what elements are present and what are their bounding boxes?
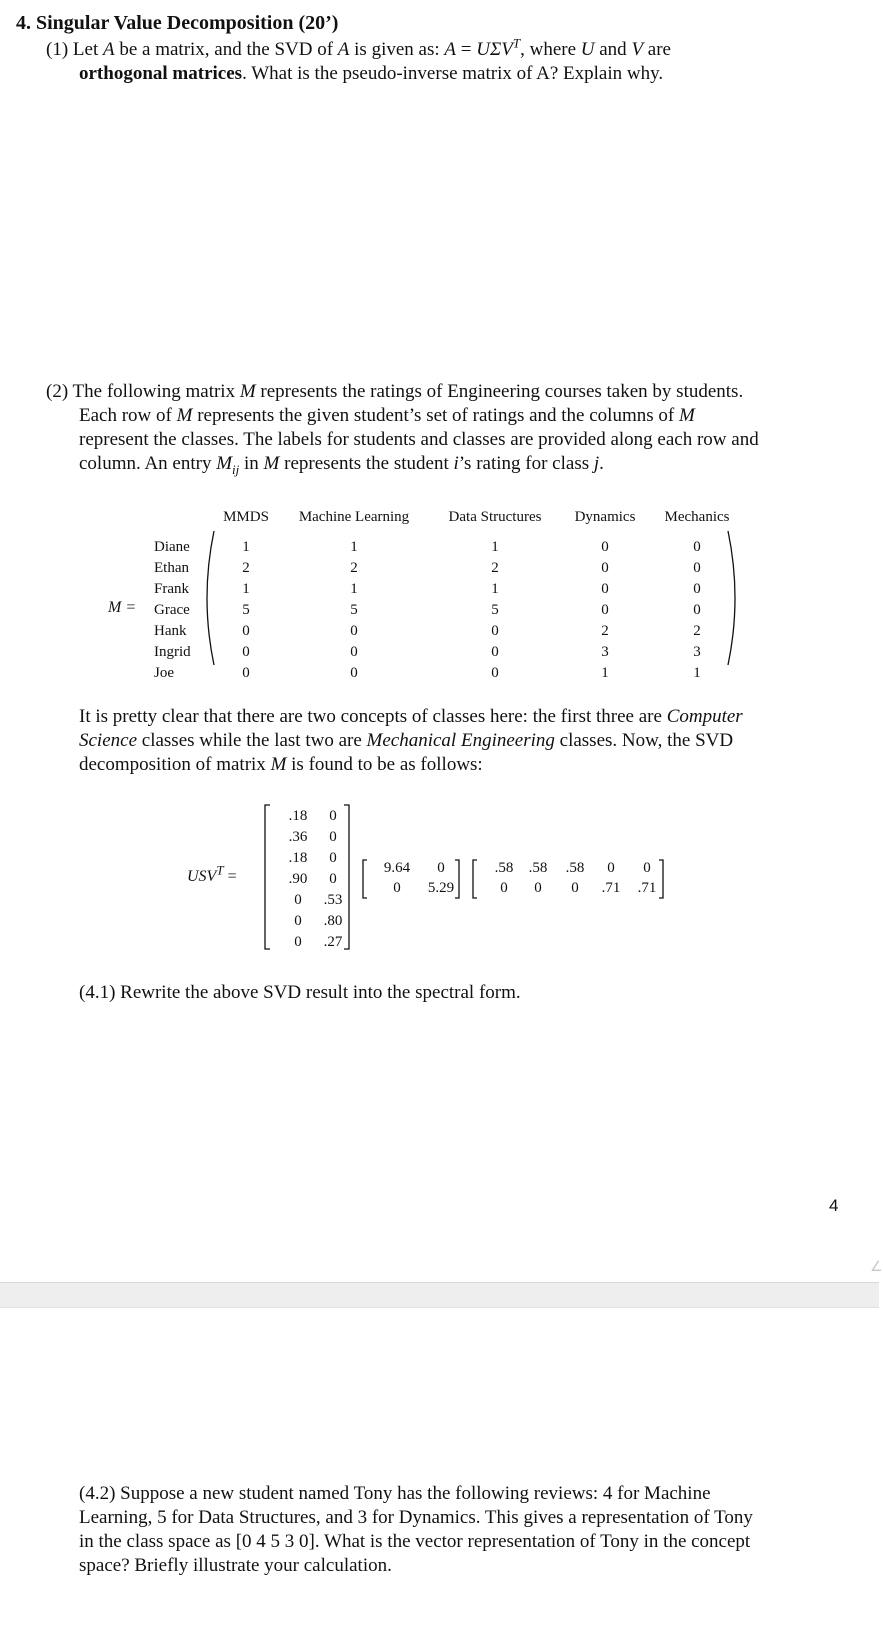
vt-entry: 0 [607, 860, 615, 876]
rating-cell: 0 [601, 581, 609, 597]
rating-cell: 5 [491, 602, 499, 618]
student-label: Grace [154, 602, 190, 618]
rating-cell: 1 [693, 665, 701, 681]
question-4-1: (4.1) Rewrite the above SVD result into the spectral form. [79, 982, 521, 1003]
rating-cell: 2 [350, 560, 358, 576]
class-header: Machine Learning [298, 509, 410, 525]
sigma-entry: 5.29 [427, 880, 455, 896]
vt-entry: 0 [643, 860, 651, 876]
concepts-paragraph: It is pretty clear that there are two concepts of classes here: the first three are Computer Science classes while the last two are Mechanical Engineering classes. Now, the SVD decomposition of matrix M is found to be as follows: [79, 706, 743, 775]
page-break [0, 1282, 879, 1308]
rating-cell: 0 [693, 581, 701, 597]
u-entry: .36 [288, 829, 308, 845]
rating-cell: 1 [242, 539, 250, 555]
vt-entry: .58 [528, 860, 548, 876]
rating-cell: 1 [242, 581, 250, 597]
u-entry: 0 [329, 808, 337, 824]
u-entry: 0 [294, 913, 302, 929]
u-entry: .90 [288, 871, 308, 887]
rating-cell: 0 [693, 602, 701, 618]
bold-term: orthogonal matrices [79, 63, 243, 84]
rating-cell: 0 [242, 665, 250, 681]
u-entry: .80 [323, 913, 343, 929]
rating-cell: 5 [350, 602, 358, 618]
page-number: 4 [829, 1196, 839, 1215]
vt-entry: .71 [637, 880, 657, 896]
rating-cell: 3 [693, 644, 701, 660]
rating-cell: 2 [242, 560, 250, 576]
rating-cell: 0 [601, 560, 609, 576]
class-header: Data Structures [448, 509, 542, 525]
rating-cell: 0 [242, 644, 250, 660]
rating-cell: 2 [693, 623, 701, 639]
rating-cell: 1 [491, 539, 499, 555]
rating-cell: 1 [491, 581, 499, 597]
sigma-entry: 9.64 [383, 860, 411, 876]
vt-entry: 0 [534, 880, 542, 896]
rating-cell: 0 [491, 644, 499, 660]
rating-cell: 0 [491, 665, 499, 681]
student-label: Joe [154, 665, 174, 681]
sigma-entry: 0 [393, 880, 401, 896]
question-2: (2) The following matrix M represents the ratings of Engineering courses taken by students. Each row of M represents the given student’s set of ratings and the columns of M represent the classes. The labels for students and classes are provided along each row and column. An entry $M_{ij}$ in M represents the student i’s rating for class j. [46, 381, 759, 477]
rating-cell: 1 [350, 581, 358, 597]
student-label: Hank [154, 623, 187, 639]
student-label: Ingrid [154, 644, 191, 660]
rating-cell: 0 [491, 623, 499, 639]
u-entry: 0 [329, 871, 337, 887]
u-entry: 0 [329, 829, 337, 845]
class-header: MMDS [223, 509, 269, 525]
question-4-2: (4.2) Suppose a new student named Tony has the following reviews: 4 for Machine Learning, 5 for Data Structures, and 3 for Dynamics. This gives a representation of Tony in the class space as [0 4 5 3 0]. What is the vector representation of Tony in the concept space? Briefly illustrate your calculation. [79, 1483, 753, 1576]
question-title: 4. Singular Value Decomposition (20’) [16, 12, 339, 34]
rating-cell: 0 [601, 539, 609, 555]
student-label: Frank [154, 581, 189, 597]
rating-cell: 1 [601, 665, 609, 681]
rating-cell: 3 [601, 644, 609, 660]
rating-cell: 0 [350, 644, 358, 660]
student-label: Diane [154, 539, 190, 555]
u-entry: .27 [323, 934, 343, 950]
u-entry: 0 [294, 934, 302, 950]
u-entry: .18 [288, 850, 308, 866]
rating-cell: 0 [693, 539, 701, 555]
u-entry: 0 [294, 892, 302, 908]
vt-entry: 0 [571, 880, 579, 896]
class-header: Dynamics [574, 509, 636, 525]
rating-cell: 5 [242, 602, 250, 618]
rating-cell: 2 [491, 560, 499, 576]
class-header: Mechanics [664, 509, 730, 525]
student-label: Ethan [154, 560, 189, 576]
vt-entry: .71 [601, 880, 621, 896]
vt-entry: .58 [494, 860, 514, 876]
svd-label: $USV^T$ = [187, 862, 237, 885]
vt-entry: .58 [565, 860, 585, 876]
sigma-entry: 0 [437, 860, 445, 876]
u-entry: .18 [288, 808, 308, 824]
u-entry: .53 [323, 892, 343, 908]
u-entry: 0 [329, 850, 337, 866]
rating-cell: 2 [601, 623, 609, 639]
rating-cell: 0 [601, 602, 609, 618]
rating-cell: 0 [350, 665, 358, 681]
rating-cell: 0 [242, 623, 250, 639]
rating-cell: 0 [693, 560, 701, 576]
question-1: (1) Let A be a matrix, and the SVD of A is given as: $A = U\Sigma V^T$, where U and V are orthogonal matrices. What is the pseudo-inverse matrix of A? Explain why. [46, 35, 671, 84]
page-corner-mark: ∠ [870, 1258, 883, 1274]
rating-cell: 1 [350, 539, 358, 555]
vt-entry: 0 [500, 880, 508, 896]
matrix-label: M = [108, 599, 137, 616]
rating-cell: 0 [350, 623, 358, 639]
